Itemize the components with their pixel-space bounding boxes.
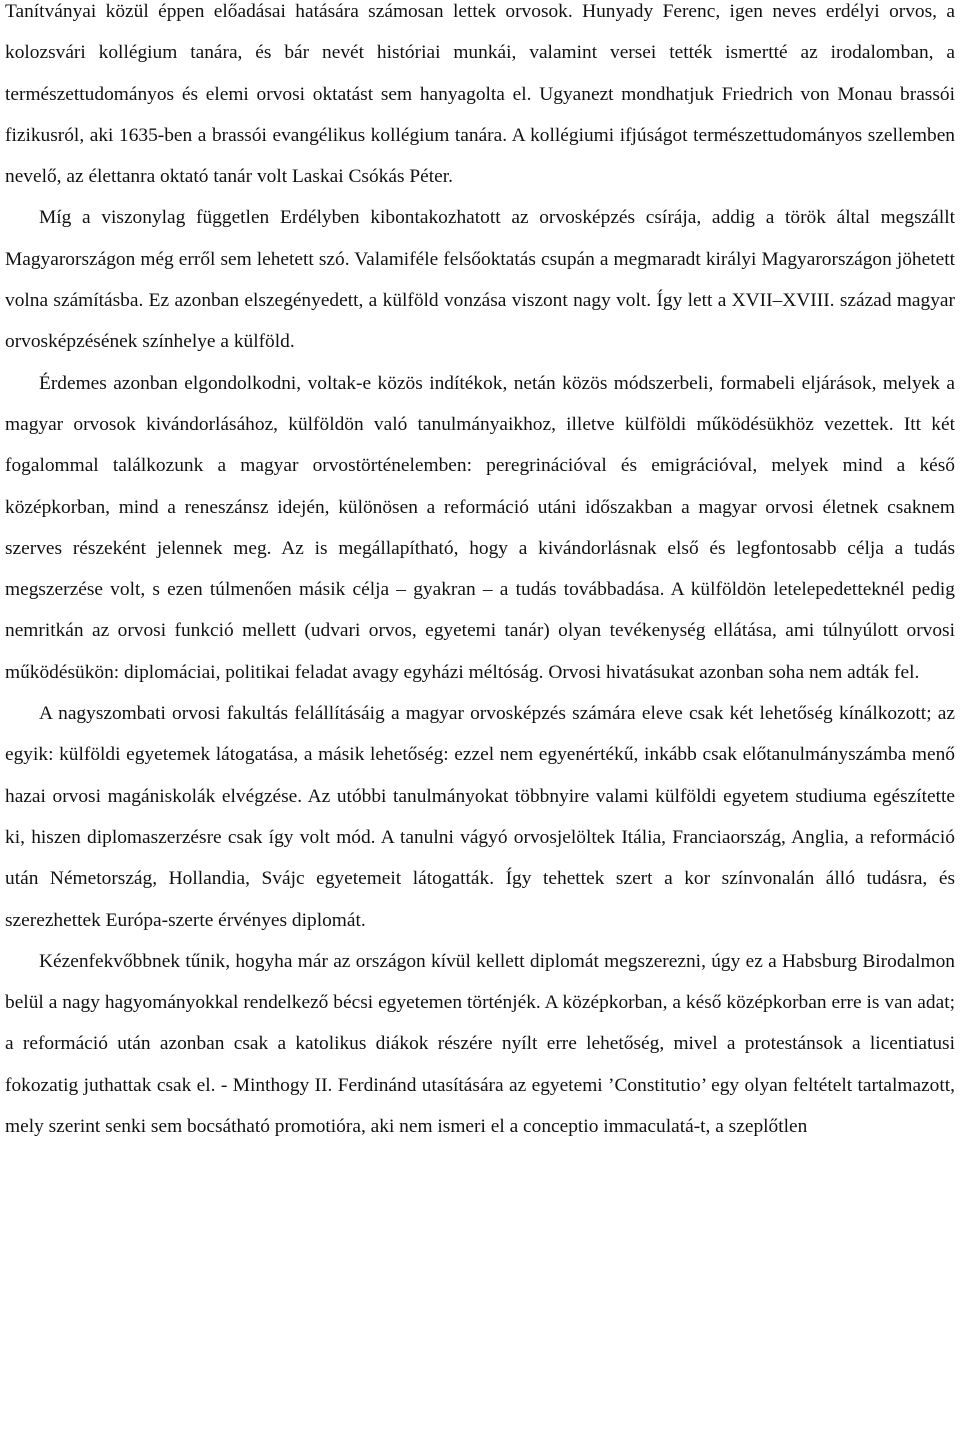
paragraph-1: Tanítványai közül éppen előadásai hatására számosan lettek orvosok. Hunyady Ferenc, igen neves erdélyi orvos, a kolozsvári kollégium tanára, és bár nevét históriai munkái, valamint versei tették ismertté az irodalomban, a természettudományos és elemi orvosi oktatást sem hanyagolta el. Ugyanezt mondhatjuk Friedrich von Monau brassói fizikusról, aki 1635-ben a brassói evangélikus kollégium tanára. A kollégiumi ifjúságot természettudományos szellemben nevelő, az élettanra oktató tanár volt Laskai Csókás Péter. <box>5 1 955 188</box>
paragraph-2: Míg a viszonylag független Erdélyben kibontakozhatott az orvosképzés csírája, addig a török által megszállt Magyarországon még erről sem lehetett szó. Valamiféle felsőoktatás csupán a megmaradt királyi Magyarországon jöhetett volna számításba. Ez azonban elszegényedett, a külföld vonzása viszont nagy volt. Így lett a XVII–XVIII. század magyar orvosképzésének színhelye a külföld. <box>5 207 955 353</box>
paragraph-5: Kézenfekvőbbnek tűnik, hogyha már az országon kívül kellett diplomát megszerezni, úgy ez a Habsburg Birodalmon belül a nagy hagyományokkal rendelkező bécsi egyetemen történjék. A középkorban, a késő középkorban erre is van adat; a reformáció után azonban csak a katolikus diákok részére nyílt erre lehetőség, mivel a protestánsok a licentiatusi fokozatig juthattak csak el. - Minthogy II. Ferdinánd utasítására az egyetemi ’Constitutio’ egy olyan feltételt tartalmazott, mely szerint senki sem bocsátható promotióra, aki nem ismeri el a conceptio immaculatá-t, a szeplőtlen <box>5 950 955 1138</box>
paragraph-4: A nagyszombati orvosi fakultás felállításáig a magyar orvosképzés számára eleve csak két lehetőség kínálkozott; az egyik: külföldi egyetemek látogatása, a másik lehetőség: ezzel nem egyenértékű, inkább csak előtanulmányszámba menő hazai orvosi magániskolák elvégzése. Az utóbbi tanulmányokat többnyire valami külföldi egyetem studiuma egészítette ki, hiszen diplomaszerzésre csak így volt mód. A tanulni vágyó orvosjelöltek Itália, Franciaország, Anglia, a reformáció után Németország, Hollandia, Svájc egyetemeit látogatták. Így tehettek szert a kor színvonalán álló tudásra, és szerezhettek Európa-szerte érvényes diplomát. <box>5 703 955 931</box>
paragraph-3: Érdemes azonban elgondolkodni, voltak-e közös indítékok, netán közös módszerbeli, formabeli eljárások, melyek a magyar orvosok kivándorlásához, külföldön való tanulmányaikhoz, illetve külföldi működésükhöz vezettek. Itt két fogalommal találkozunk a magyar orvostörténelemben: peregrinációval és emigrációval, melyek mind a késő középkorban, mind a reneszánsz idején, különösen a reformáció utáni időszakban a magyar orvosi életnek csaknem szerves részeként jelennek meg. Az is megállapítható, hogy a kivándorlásnak első és legfontosabb célja a tudás megszerzése volt, s ezen túlmenően másik célja – gyakran – a tudás továbbadása. A külföldön letelepedetteknél pedig nemritkán az orvosi funkció mellett (udvari orvos, egyetemi tanár) olyan tevékenység ellátása, ami túlnyúlott orvosi működésükön: diplomáciai, politikai feladat avagy egyházi méltóság. Orvosi hivatásukat azonban soha nem adták fel. <box>5 372 955 683</box>
